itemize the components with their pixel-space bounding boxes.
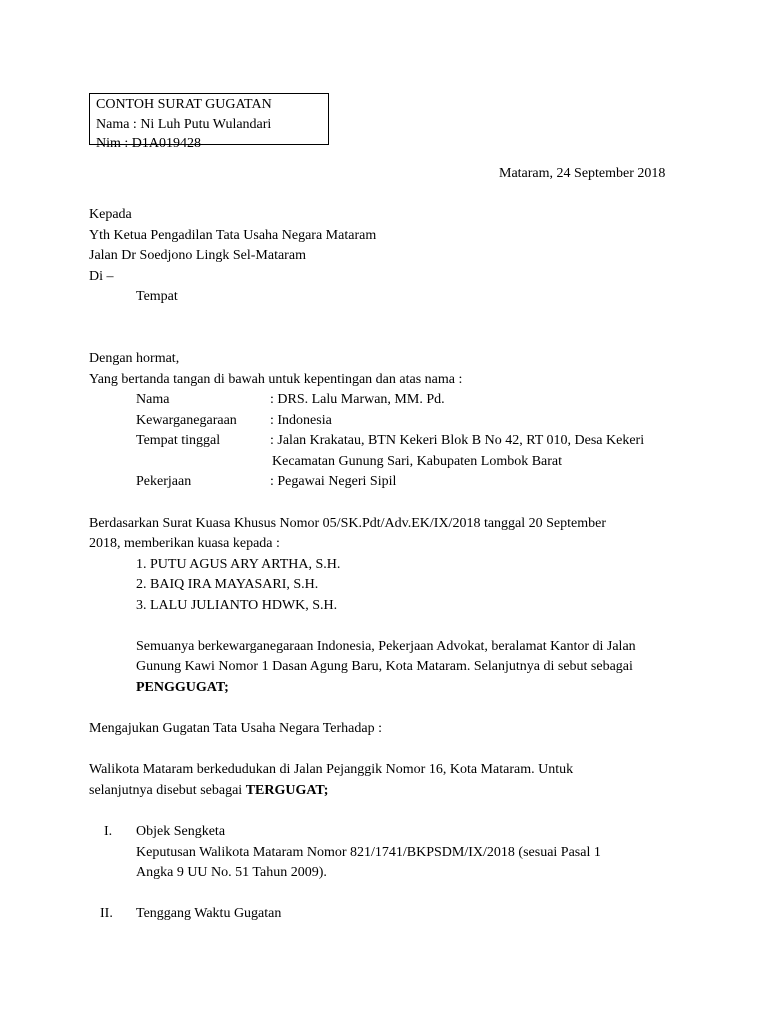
intro: Yang bertanda tangan di bawah untuk kepentingan dan atas nama : (89, 372, 463, 387)
identity-kerja-value: : Pegawai Negeri Sipil (270, 474, 397, 489)
section-2-numeral: II. (100, 906, 113, 921)
identity-warga-value: : Indonesia (270, 413, 332, 428)
date-place: Mataram, 24 September 2018 (499, 166, 666, 181)
advokat-line-2: Gunung Kawi Nomor 1 Dasan Agung Baru, Kota Mataram. Selanjutnya di sebut sebagai (136, 659, 633, 674)
greeting: Dengan hormat, (89, 351, 180, 366)
tergugat-line-1: Walikota Mataram berkedudukan di Jalan Pejanggik Nomor 16, Kota Mataram. Untuk (89, 762, 574, 777)
header-nim: Nim : D1A019428 (96, 136, 201, 151)
section-1-line-2: Angka 9 UU No. 51 Tahun 2009). (136, 865, 327, 880)
mengajukan: Mengajukan Gugatan Tata Usaha Negara Terhadap : (89, 721, 382, 736)
kuasa-list-item: 2. BAIQ IRA MAYASARI, S.H. (136, 577, 319, 592)
recipient-di: Di – (89, 269, 114, 284)
penggugat-label: PENGGUGAT; (136, 680, 229, 695)
section-1-numeral: I. (104, 824, 113, 839)
tergugat-label: TERGUGAT; (245, 783, 329, 798)
identity-nama-value: : DRS. Lalu Marwan, MM. Pd. (270, 392, 445, 407)
section-1-title: Objek Sengketa (136, 824, 226, 839)
tergugat-line-2: selanjutnya disebut sebagai TERGUGAT; (89, 783, 329, 798)
header-name: Nama : Ni Luh Putu Wulandari (96, 116, 272, 132)
identity-tinggal-label: Tempat tinggal (136, 433, 221, 448)
header-box (89, 93, 329, 151)
identity-tinggal-value-1: : Jalan Krakatau, BTN Kekeri Blok B No 42, RT 010, Desa Kekeri (270, 433, 645, 448)
recipient-to: Kepada (89, 207, 132, 222)
recipient-tempat: Tempat (136, 289, 178, 304)
kuasa-line-2: 2018, memberikan kuasa kepada : (89, 536, 280, 551)
identity-warga-label: Kewarganegaraan (136, 413, 237, 428)
advokat-line-1: Semuanya berkewarganegaraan Indonesia, Pekerjaan Advokat, beralamat Kantor di Jalan (136, 639, 636, 654)
section-1-line-1: Keputusan Walikota Mataram Nomor 821/1741/BKPSDM/IX/2018 (sesuai Pasal 1 (136, 845, 601, 860)
kuasa-list-item: 3. LALU JULIANTO HDWK, S.H. (136, 598, 338, 613)
identity-kerja-label: Pekerjaan (136, 474, 192, 489)
identity-nama-label: Nama (136, 392, 170, 407)
header-title: CONTOH SURAT GUGATAN (96, 97, 272, 112)
identity-tinggal-value-2: Kecamatan Gunung Sari, Kabupaten Lombok Barat (272, 454, 563, 469)
recipient-street: Jalan Dr Soedjono Lingk Sel-Mataram (89, 248, 306, 263)
section-2-title: Tenggang Waktu Gugatan (136, 906, 282, 921)
recipient-addressee: Yth Ketua Pengadilan Tata Usaha Negara Mataram (89, 228, 377, 243)
kuasa-line-1: Berdasarkan Surat Kuasa Khusus Nomor 05/SK.Pdt/Adv.EK/IX/2018 tanggal 20 September (89, 516, 607, 531)
kuasa-list-item: 1. PUTU AGUS ARY ARTHA, S.H. (136, 557, 341, 572)
